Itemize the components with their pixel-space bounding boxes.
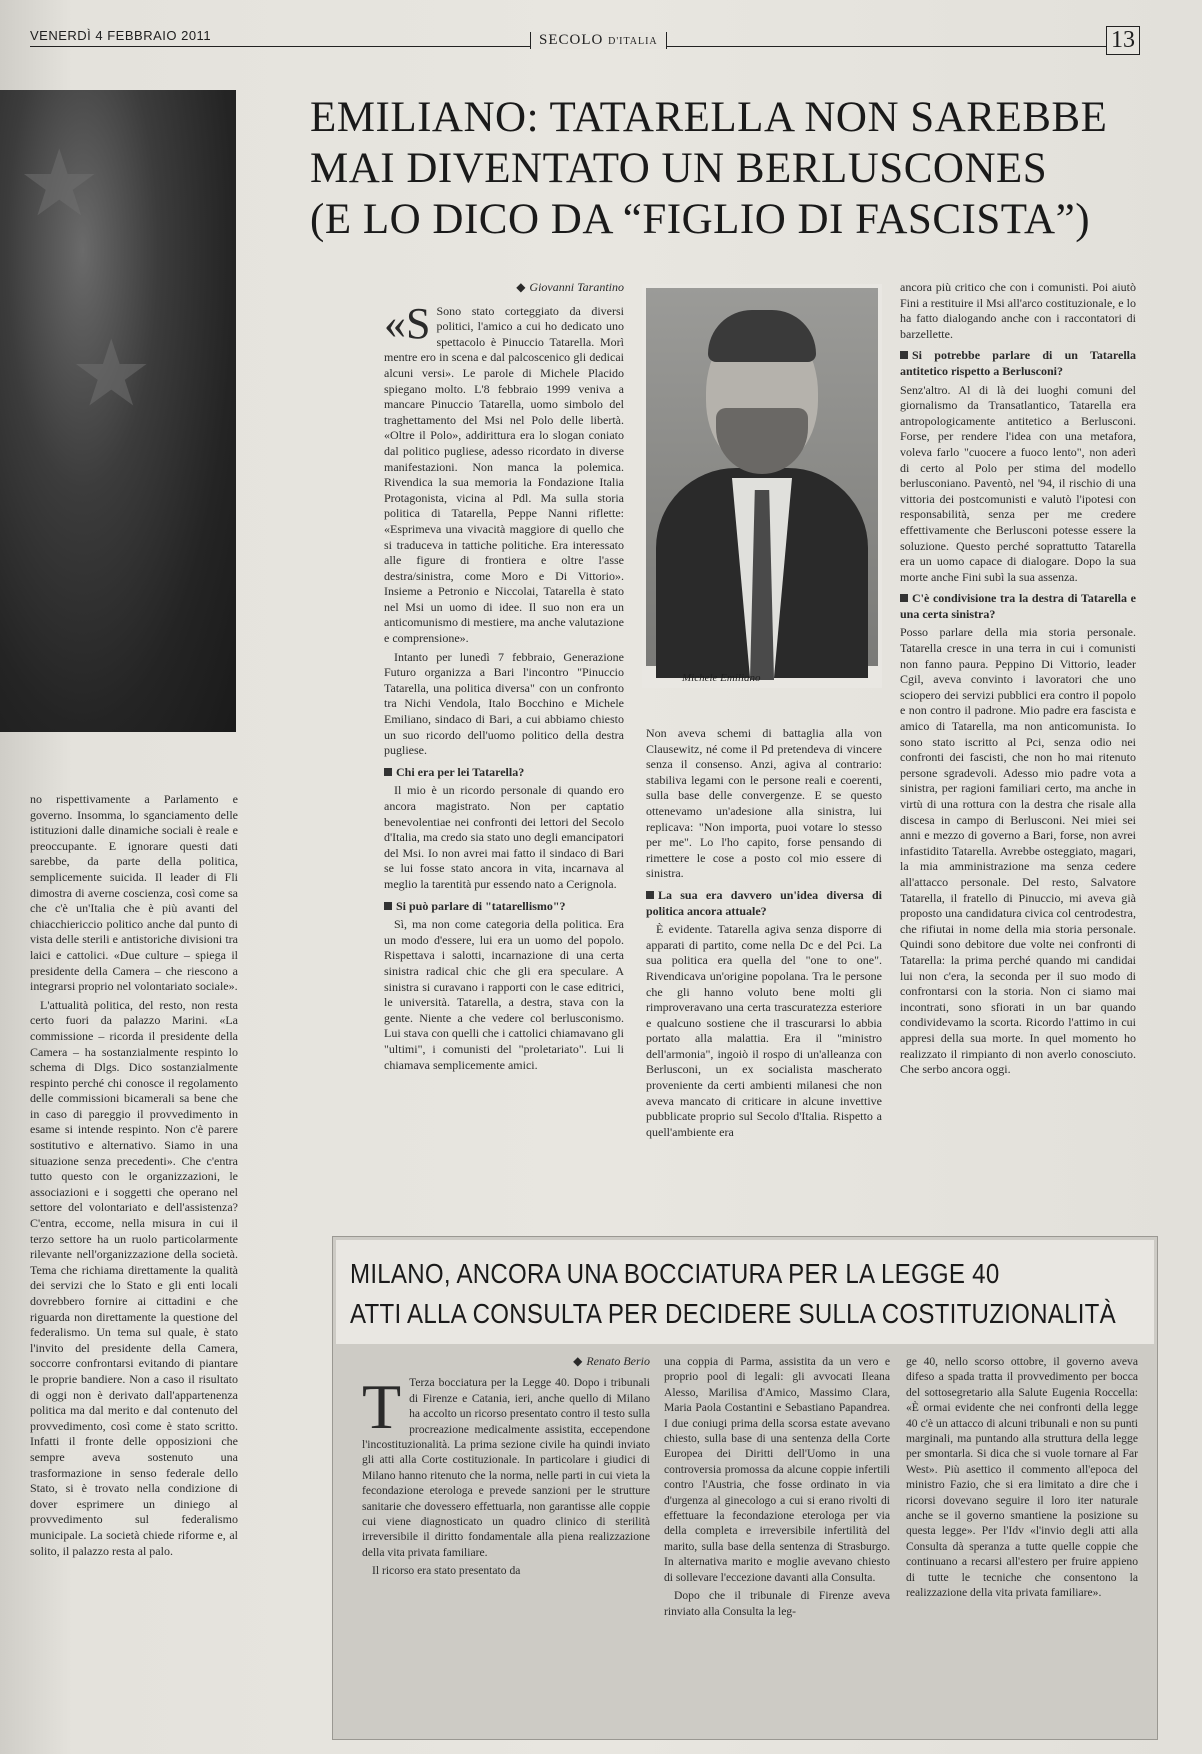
square-bullet-icon xyxy=(384,902,392,910)
page-header xyxy=(30,22,1135,58)
headline-line: MAI DIVENTATO UN BERLUSCONES xyxy=(310,145,1048,192)
headline-line: EMILIANO: TATARELLA NON SAREBBE xyxy=(310,94,1108,141)
article2-headline xyxy=(336,1240,1154,1344)
paragraph: Posso parlare della mia storia personale. Tatarella cresce in una terra in cui i comunisti non fanno paura. Peppino Di Vittorio, leader Cgil, aveva convinto i lavoratori che uno sciopero dei servizi pubblici era contro il popolo e non contro il padrone. Mio padre era fascista e amico di Tatarella, ma non anticomunista. Io sono stato iscritto al Pci, senza odio nei confronti dei fascisti, che non ho mai ritenuto persone sgradevoli. Adesso mio padre vota a sinistra, per ragioni familiari certo, ma anche in virtù di una rottura con la destra che risale alla discesa in campo di Berlusconi. Nei miei sei anni e mezzo di governo a Bari, forse, non avrei infastidito Tatarella. Avrebbe osteggiato, magari, la mia amministrazione ma senza cedere all'attacco personale. Del resto, Salvatore Tatarella, il fratello di Pinuccio, mi aveva già proposto una candidatura civica col centrodestra, che rifiutai in nome della mia storia personale. Quindi sono debitore due volte nei confronti di Tatarella: la prima perché quando mi candidai lui non c'era, la seconda per il suo modo di confrontarsi con la storia. Non ci siamo mai incontrati, sono sfiorati in un bar quando condividevamo la scorta. Ricordo l'attimo in cui appresi della sua morte. In quel momento ho realizzato il rimpianto di non averlo conosciuto. Che serbo ancora oggi. xyxy=(900,625,1136,1077)
paragraph: ancora più critico che con i comunisti. Poi aiutò Fini a restituire il Msi all'arco costituzionale, e lo ha fatto dialogando anche con i raccontatori di barzellette. xyxy=(900,280,1136,341)
paragraph: Dopo che il tribunale di Firenze aveva rinviato alla Consulta la leg- xyxy=(664,1589,890,1618)
headline-line: ATTI ALLA CONSULTA PER DECIDERE SULLA COSTITUZIONALITÀ xyxy=(350,1298,1116,1329)
star-icon: ★ xyxy=(18,133,101,235)
portrait-photo xyxy=(642,284,882,688)
paragraph: Il mio è un ricordo personale di quando ero ancora magistrato. Non per captatio benevolentiae nei confronti dei lettori del Secolo d'Italia, ma credo sia stato uno degli emancipatori del Msi. Io non avrei mai fatto il sindaco di Bari se lui fosse stato ancora in vita, incarnava al meglio la tarentità pur essendo nato a Cerignola. xyxy=(384,783,624,891)
square-bullet-icon xyxy=(900,594,908,602)
issue-date: VENERDÌ 4 FEBBRAIO 2011 xyxy=(30,28,212,43)
article2-column-2 xyxy=(664,1354,890,1724)
square-bullet-icon xyxy=(384,768,392,776)
byline-author: Renato Berio xyxy=(586,1354,650,1368)
paragraph: Il ricorso era stato presentato da xyxy=(372,1564,521,1578)
star-icon: ★ xyxy=(70,323,153,425)
paragraph: Terza bocciatura per la Legge 40. Dopo i tribunali di Firenze e Catania, ieri, anche quello di Milano ha accolto un ricorso presentato contro il testo sulla procreazione medicalmente assistita, eccependone l'incostituzionalità. La prima sezione civile ha quindi inviato gli atti alla Corte costituzionale. In particolare i giudici di Milano hanno ritenuto che la norma, nelle parti in cui vieta la fecondazione eterologa e prevede sanzioni per le strutture sanitarie che dovessero effettuarla, non garantisse alle coppie cui viene diagnosticato un quadro clinico di sterilità irreversibile il diritto fondamentale alla piena realizzazione della vita privata familiare. xyxy=(362,1376,650,1559)
paragraph: Non aveva schemi di battaglia alla von Clausewitz, né come il Pd pretendeva di vincere senza il consenso. Anzi, agiva al contrario: stabiliva legami con le persone reali e coerenti, sulla base delle convergenze. E se questo ottenevamo un'adesione alla sinistra, lui replicava: "Non importa, puoi votare lo stesso per me". Lo l'ho capito, forse pensando di rimettere le cose a posto col mio essere di sinistra. xyxy=(646,726,882,881)
open-quote-icon: «S xyxy=(384,298,431,348)
article0-column xyxy=(30,792,238,1722)
paragraph: L'attualità politica, del resto, non resta certo fuori da palazzo Marini. «La commissione – ricorda il presidente della Camera – ha sostanzialmente respinto lo schema di Dlgs. Dico sostanzialmente respinto perché chi conosce il regolamento delle commissioni bicamerali sa bene che in caso di pareggio il provvedimento in esame si intende respinto. Non c'è parere sostitutivo e alternativo. Siamo in una situazione senza precedenti». Che c'entra tutto questo con le organizzazioni, le associazioni e i soggetti che operano nel settore del volontariato e dell'assistenza? C'entra, eccome, nella misura in cui il terzo settore ha un ruolo particolarmente rilevante nell'organizzazione della società. Tema che richiama direttamente la qualità dei servizi che lo Stato e gli enti locali dovrebbero fornire ai cittadini e che riguarda non direttamente la questione del federalismo. Un tema sul quale, è stato l'invito del presidente della Camera, soccorre confrontarsi evitando di piantare le proprie bandiere. Non a caso il risultato di oggi non è derivato dall'appartenenza politica ma dal merito e dal contenuto del provvedimento, così come è stato scritto. Infatti il fronte delle opposizioni che sempre aveva sostenuto una trasformazione in senso federale dello Stato, si è trovato nella condizione di dover esprimere un diniego al provvedimento sul federalismo municipale. La società chiede riforme e, al solito, il palazzo resta al palo. xyxy=(30,997,238,1558)
masthead-main: SECOLO xyxy=(539,32,604,48)
diamond-icon: ◆ xyxy=(516,280,526,294)
square-bullet-icon xyxy=(900,351,908,359)
diamond-icon: ◆ xyxy=(573,1354,583,1368)
interview-question xyxy=(384,899,624,915)
paragraph: Senz'altro. Al di là dei luoghi comuni del giornalismo da Transatlantico, Tatarella era antropologicamente antitetico a Berlusconi. Forse, per rendere l'idea con una metafora, voleva farlo "cuocere a fuoco lento", non aderì di certo al Polo per stima del modello berlusconiano. Paventò, nel '94, il rischio di una vittoria dei postcomunisti e valutò l'ipotesi con responsabilità, senza per me credere effettivamente che Berlusconi potesse essere la soluzione. Questo perché soprattutto Tatarella era un uomo capace di dialogare. Dopo la sua morte anche Fini subì la sua assenza. xyxy=(900,382,1136,584)
headline-line: MILANO, ANCORA UNA BOCCIATURA PER LA LEGGE 40 xyxy=(350,1258,1000,1289)
interview-question xyxy=(384,765,624,781)
headline-line: (E LO DICO DA “FIGLIO DI FASCISTA”) xyxy=(310,196,1091,243)
paragraph: una coppia di Parma, assistita da un vero e proprio pool di legali: gli avvocati Ileana Alesso, Marilisa d'Amico, Massimo Clara, Maria Paola Costantini e Sebastiano Papandrea. I due coniugi prima della scorsa estate avevano chiesto, sulla base di una sentenza della Corte Europea dei Diritti dell'Uomo in una controversia promossa da alcune coppie infertili contro l'Austria, che fosse ordinato in via d'urgenza al ginecologo a cui si erano rivolti di effettuare la fecondazione eterologa per via della completa e irreversibile infertilità del marito, sulla base della sentenza di Strasburgo. In alternativa marito e moglie avevano chiesto di sollevare l'eccezione davanti alla Consulta. xyxy=(664,1355,890,1584)
byline-author: Giovanni Tarantino xyxy=(529,280,624,294)
question-text: Si può parlare di "tatarellismo"? xyxy=(396,898,566,913)
masthead xyxy=(530,32,667,49)
interview-question xyxy=(646,888,882,919)
page-number: 13 xyxy=(1106,26,1140,55)
byline xyxy=(362,1354,650,1369)
interview-question xyxy=(900,591,1136,622)
flag-photo xyxy=(0,90,236,732)
square-bullet-icon xyxy=(646,891,654,899)
paragraph: Sì, ma non come categoria della politica. Era un modo d'essere, lui era un uomo del popolo. Rispettava i salotti, incarnazione di una certa sinistra radical chic che gli era speculare. A sinistra si curavano i rapporti con le case editrici, le università. Tatarella, a destra, stava con la gente. Niente a che vedere col berlusconismo. Lui stava con quelli che i cattolici chiamavano gli "ultimi", i comunisti del "proletariato". Lui li chiamava semplicemente amici. xyxy=(384,917,624,1072)
paragraph: È evidente. Tatarella agiva senza disporre di apparati di partito, come nella Dc e del Pci. La sua politica era quella del "one to one". Rivendicava un'origine popolana. Tra le persone che gli hanno voluto bene molti gli rimproveravano una certa trascuratezza esteriore e qualcuno sostiene che il trascurarsi lo abbia portato alla malattia. Era il "ministro dell'armonia", ingoiò il rospo di un'alleanza con Berlusconi, un ex socialista mascherato proveniente da certi ambienti milanesi che non aveva mancato di criticare in alcune invettive pubblicate proprio sul Secolo d'Italia. Rispetto a quell'ambiente era xyxy=(646,922,882,1139)
paragraph: Intanto per lunedì 7 febbraio, Generazione Futuro organizza a Bari l'incontro "Pinuccio Tatarella, una politica diversa" con un confronto tra Nichi Vendola, Italo Bocchino e Michele Emiliano, sindaco di Bari, a cui abbiamo chiesto un suo ricordo dell'uomo politico della destra pugliese. xyxy=(384,649,624,758)
paragraph: Sono stato corteggiato da diversi politici, l'amico a cui ho dedicato uno spettacolo è Pinuccio Tatarella. Morì mentre ero in scena e dal palcoscenico gli dedicai alcuni versi». Le parole di Michele Placido spiegano molto. L'8 febbraio 1999 veniva a mancare Pinuccio Tatarella, uomo simbolo del traghettamento del Msi nel Polo delle libertà. «Oltre il Polo», addirittura era lo slogan coniato dal politico pugliese, adesso ricordato in diverse manifestazioni. Non manca la polemica. Rivendica la sua memoria la Fondazione Italia Protagonista, vicina al Pdl. Ma sulla storia politica di Tatarella, Peppe Nanni riflette: «Esprimeva una vivacità maggiore di quello che si traduceva in tattiche politiche. Era interessato alle figure di frontiera e oltre l'asse destra/sinistra, come Moro e Di Vittorio». Insieme a Petronio e Niccolai, Tatarella è stato nel Msi un uomo di idee. Il suo non era un anticomunismo di mestiere, ma anche valutazione e comprensione». xyxy=(384,303,624,646)
paragraph: ge 40, nello scorso ottobre, il governo aveva difeso a spada tratta il provvedimento per bocca del sottosegretario alla Salute Eugenia Roccella: «È ormai evidente che nei confronti della legge 40 c'è un attacco di alcuni tribunali e non su punti marginali, ma puntando alla struttura della legge per smontarla. Si dica che si vuole tornare al Far West». Più asettico il commento all'epoca del ministro Fazio, che si era limitato a dire che i ricorsi dovevano seguire il loro iter naturale anche se il governo smantiene la posizione su questa legge». Per l'Idv «l'invio degli atti alla Consulta dà speranza a tutte quelle coppie che continuano a recarsi all'estero per fruire appieno di tutte le tecniche che consentono la realizzazione della vita privata familiare». xyxy=(906,1355,1138,1600)
article1-headline xyxy=(310,92,1140,245)
article2-column-1 xyxy=(362,1354,650,1724)
paragraph: no rispettivamente a Parlamento e governo. Insomma, lo sganciamento delle istituzioni dalle dinamiche sociali è reale e preoccupante. E ignorare questi dati sarebbe, da parte della politica, semplicemente suicida. Il leader di Fli dimostra di averne coscienza, così come sa che c'è un'Italia che è più avanti del chiacchiericcio politico anche dal punto di vista delle sterili e antistoriche divisioni tra laici e cattolici. «Due culture – spiega il presidente della Camera – che riescono a integrarsi proprio nel volontariato sociale». xyxy=(30,792,238,994)
question-text: C'è condivisione tra la destra di Tatarella e una certa sinistra? xyxy=(900,591,1136,621)
interview-question xyxy=(900,348,1136,379)
masthead-small: D'ITALIA xyxy=(608,36,658,47)
drop-cap: T xyxy=(362,1371,402,1443)
question-text: Chi era per lei Tatarella? xyxy=(396,764,525,779)
article1-column-1 xyxy=(384,280,624,1072)
question-text: La sua era davvero un'idea diversa di politica ancora attuale? xyxy=(646,887,882,918)
question-text: Si potrebbe parlare di un Tatarella antitetico rispetto a Berlusconi? xyxy=(900,348,1136,378)
article1-column-3 xyxy=(900,280,1136,1077)
byline xyxy=(384,280,624,296)
article1-column-2 xyxy=(646,726,882,1139)
photo-caption: Michele Emiliano xyxy=(682,672,761,684)
article2-column-3 xyxy=(906,1354,1138,1724)
portrait-image xyxy=(646,288,878,666)
